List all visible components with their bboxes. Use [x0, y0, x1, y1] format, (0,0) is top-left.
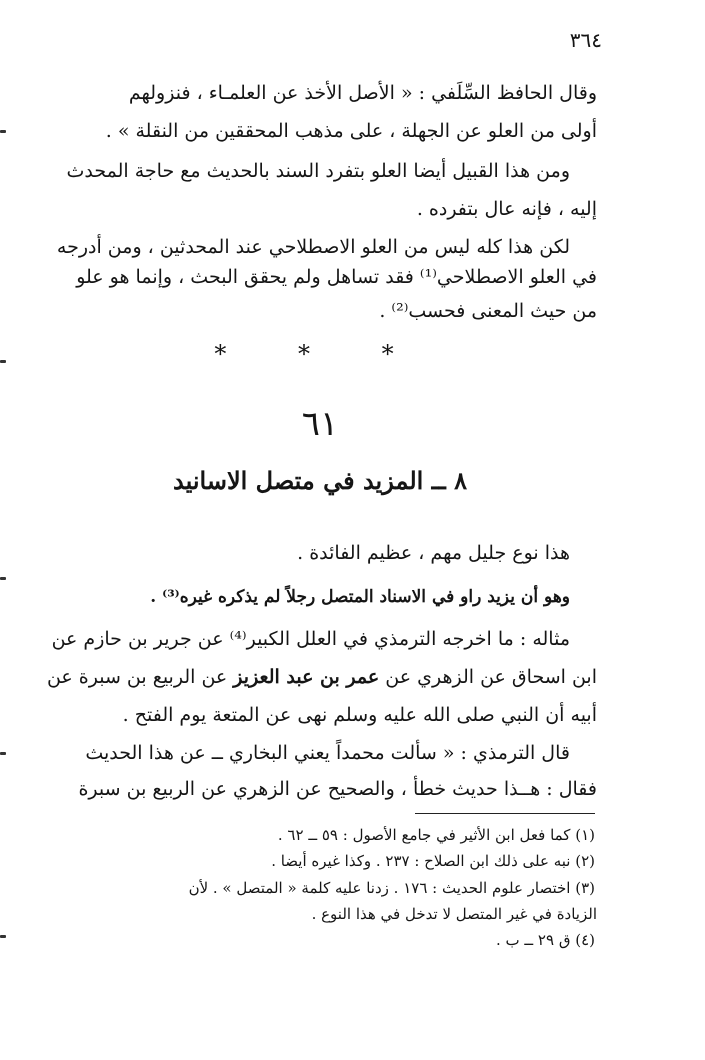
footnote-4: (٤) ق ٢٩ ــ ب .: [495, 931, 595, 949]
margin-mark: [0, 130, 6, 133]
paragraph-6-line-3: أبيه أن النبي صلى الله عليه وسلم نهى عن المتعة يوم الفتح .: [122, 704, 597, 726]
paragraph-3-line-2: في العلو الاصطلاحي⁽¹⁾ فقد تساهل ولم يحقق البحث ، وإنما هو علو: [76, 266, 597, 288]
section-heading: ٨ ــ المزيد في متصل الاسانيد: [173, 466, 467, 495]
footnote-3-line-2: الزيادة في غير المتصل لا تدخل في هذا النوع .: [311, 905, 597, 923]
footnote-rule: [415, 813, 595, 814]
paragraph-4: هذا نوع جليل مهم ، عظيم الفائدة .: [297, 542, 570, 564]
margin-mark: [0, 752, 6, 755]
paragraph-1-line-1: وقال الحافظ السِّلَفي : « الأصل الأخذ عن العلمـاء ، فنزولهم: [128, 82, 597, 104]
paragraph-1-line-2: أولى من العلو عن الجهلة ، على مذهب المحققين من النقلة » .: [105, 120, 597, 142]
bold-name: عمر بن عبد العزيز: [233, 666, 380, 688]
margin-mark: [0, 577, 6, 580]
paragraph-2-line-2: إليه ، فإنه عال بتفرده .: [416, 198, 597, 220]
footnote-1: (١) كما فعل ابن الأثير في جامع الأصول : ٥٩ ــ ٦٢ .: [277, 826, 595, 844]
paragraph-6-line-2: [46, 664, 597, 690]
footnote-3-line-1: (٣) اختصار علوم الحديث : ١٧٦ . زدنا عليه كلمة « المتصل » . لأن: [188, 879, 595, 897]
paragraph-3-line-1: لكن هذا كله ليس من العلو الاصطلاحي عند المحدثين ، ومن أدرجه: [56, 236, 570, 258]
paragraph-2-line-1: ومن هذا القبيل أيضا العلو بتفرد السند بالحديث مع حاجة المحدث: [66, 160, 570, 182]
text-fragment: عن الربيع بن سبرة عن: [46, 666, 228, 688]
paragraph-7-line-1: قال الترمذي : « سألت محمداً يعني البخاري ــ عن هذا الحديث: [85, 742, 570, 764]
paragraph-3-line-3: من حيث المعنى فحسب⁽²⁾ .: [379, 300, 597, 322]
margin-mark: [0, 360, 6, 363]
chapter-number: ٦١: [301, 404, 339, 444]
paragraph-6-line-1: مثاله : ما اخرجه الترمذي في العلل الكبير⁽⁴⁾ عن جرير بن حازم عن: [51, 628, 570, 650]
section-separator: * * *: [214, 340, 426, 368]
footnote-2: (٢) نبه على ذلك ابن الصلاح : ٢٣٧ . وكذا غيره أيضا .: [271, 852, 595, 870]
paragraph-5: وهو أن يزيد راو في الاسناد المتصل رجلاً لم يذكره غيره⁽³⁾ .: [150, 587, 570, 607]
paragraph-7-line-2: فقال : هــذا حديث خطأ ، والصحيح عن الزهري عن الربيع بن سبرة: [78, 778, 597, 800]
text-fragment: ابن اسحاق عن الزهري عن: [385, 666, 597, 688]
page-number: ٣٦٤: [569, 28, 602, 52]
margin-mark: [0, 935, 6, 938]
